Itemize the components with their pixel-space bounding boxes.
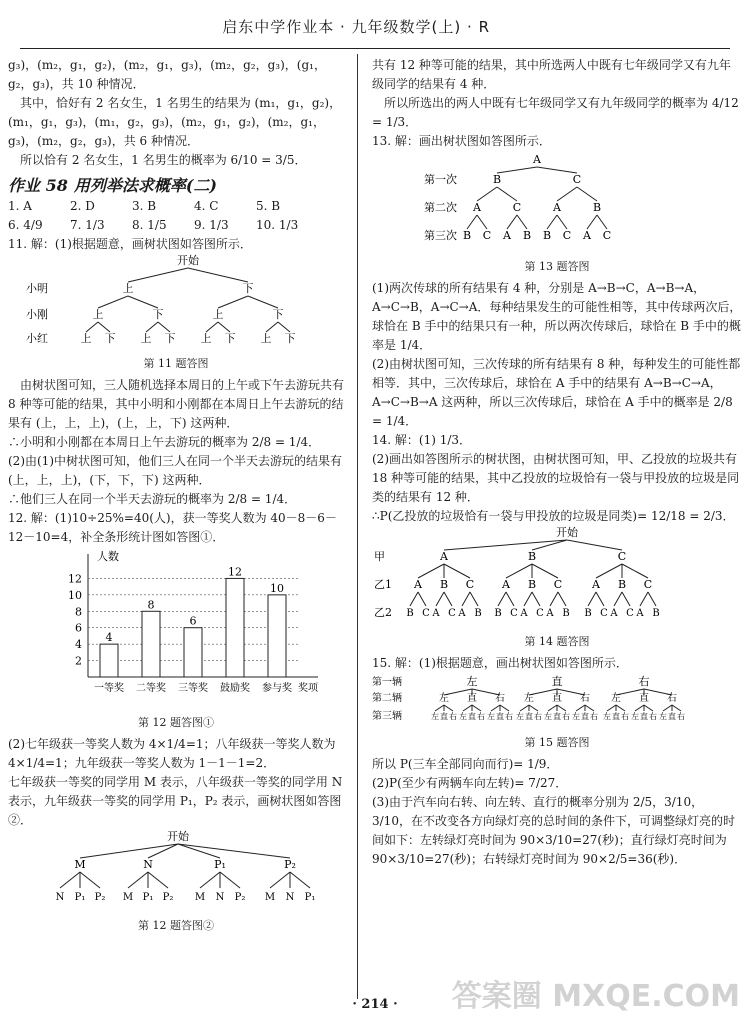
tree-node: 左 [516, 712, 524, 721]
tree-node: 左 [524, 693, 534, 704]
tree-node: 左 [487, 712, 495, 721]
tree-branch [557, 187, 577, 201]
tree-node: 右 [580, 693, 590, 704]
tree-node: C [602, 229, 612, 242]
tree-root-label: 开始 [167, 830, 189, 843]
tree-node: A [546, 608, 554, 619]
tree-row-label: 第一辆 [372, 677, 402, 688]
tree-node: 左 [572, 712, 580, 721]
caption-q12a: 第 12 题答图① [138, 716, 214, 729]
answer-6: 6. 4/9 [8, 218, 43, 232]
tree-node: B [584, 608, 592, 619]
tree-row-label: 甲 [374, 550, 385, 563]
tree-node: C [482, 229, 492, 242]
tree-node: 右 [649, 712, 657, 721]
tree-branch [517, 215, 527, 229]
tree-branch [470, 592, 478, 606]
right-top-2: 所以所选出的两人中既有七年级同学又有九年级同学的概率为 4/12 = 1/3． [372, 96, 739, 129]
bar-value-label: 8 [147, 598, 155, 612]
tree-node: 下 [284, 332, 296, 345]
q11-text-4: ∴他们三人在同一个半天去游玩的概率为 2/8 = 1/4． [8, 492, 297, 506]
q15-heading: 15. 解：(1)根据题意，画出树状图如答图所示． [372, 656, 628, 670]
tree-branch [444, 592, 452, 606]
section-heading [8, 176, 344, 195]
tree-node: 右 [621, 712, 629, 721]
answer-4: 4. C [194, 199, 219, 213]
y-tick-label: 6 [75, 621, 82, 635]
header-rule [20, 48, 730, 49]
tree-node: 直 [468, 712, 476, 721]
q13-text-1: (1)两次传球的所有结果有 4 种，分别是 A→B→C，A→B→A，A→C→B，A→C→A．每种结果发生的可能性相等，其中传球两次后，球恰在 B 手中的结果只有一种，所以两次传球后，球恰在 B 手中的概率是 1/4． [372, 281, 742, 352]
left-column [8, 56, 344, 938]
tree-node: 右 [477, 712, 485, 721]
bar-value-label: 10 [270, 581, 284, 595]
x-tick-label: 参与奖 [262, 683, 292, 694]
column-divider [357, 54, 358, 999]
tree-node: A [583, 229, 591, 242]
tree-node: 左 [459, 712, 467, 721]
tree-node: P₁ [304, 892, 316, 903]
tree-node: 上 [122, 282, 134, 295]
tree-node: C [510, 608, 518, 619]
tree-branch [148, 872, 168, 888]
tree-diagram-q14 [372, 526, 732, 624]
tree-node: P₁ [142, 892, 154, 903]
tree-branch [98, 296, 128, 308]
tree-node: B [562, 608, 570, 619]
tree-branch [500, 705, 509, 711]
q14-text-3: ∴P(乙投放的垃圾恰有一袋与甲投放的垃圾是同类)= 12/18 = 2/3． [372, 509, 735, 523]
tree-branch [577, 187, 597, 201]
intro-line-1: g₃)，(m₂，g₁，g₂)，(m₂，g₁，g₃)，(m₂，g₂，g₃)，(g₁，g₂，g₃)，共 10 种情况． [8, 58, 326, 91]
tree-row-label: 第三次 [424, 229, 457, 242]
tree-branch [270, 872, 290, 888]
tree-root-label: 开始 [177, 254, 199, 267]
tree-branch [146, 322, 158, 332]
tree-node: C [422, 608, 430, 619]
answer-5: 5. B [256, 199, 281, 213]
tree-branch [585, 705, 594, 711]
tree-node: 左 [659, 712, 667, 721]
tree-node: P₂ [94, 892, 106, 903]
q11-heading: 11. 解：(1)根据题意，画树状图如答图所示． [8, 237, 252, 251]
tree-row-label: 乙1 [374, 578, 392, 591]
tree-branch [128, 872, 148, 888]
page-number: · 214 · [352, 997, 398, 1012]
watermark-logo: 答案圈 MXQE.COM [451, 979, 740, 1014]
tree-node: B [522, 229, 532, 242]
header-title: 启东中学作业本 · 九年级数学(上) · R [222, 18, 490, 36]
bar [184, 628, 202, 677]
tree-node: B [527, 550, 537, 563]
tree-node: M [264, 892, 276, 903]
tree-node: 下 [104, 332, 116, 345]
intro-line-2: 其中，恰好有 2 名女生，1 名男生的结果为 (m₁，g₁，g₂)，(m₁，g₁，g₃)，(m₁，g₂，g₃)，(m₂，g₁，g₂)，(m₂，g₁，g₃)，(m₂，g₂，g₃)，共 6 种情况． [8, 96, 342, 148]
tree-branch [472, 705, 481, 711]
q14-text-1: 14. 解：(1) 1/3． [372, 433, 472, 447]
tree-branch [557, 705, 566, 711]
intro-line-3: 所以恰有 2 名女生，1 名男生的概率为 6/10 = 3/5． [20, 153, 307, 167]
tree-branch [436, 592, 444, 606]
tree-node: 右 [562, 712, 570, 721]
page-header [0, 14, 750, 38]
tree-node: 直 [525, 712, 533, 721]
tree-node: 下 [224, 332, 236, 345]
tree-branch [597, 215, 607, 229]
tree-node: 右 [590, 712, 598, 721]
tree-node: B [652, 608, 660, 619]
tree-branch [178, 844, 290, 858]
tree-node: M [194, 892, 206, 903]
tree-node: 直 [553, 712, 561, 721]
tree-node: B [592, 201, 602, 214]
tree-branch [462, 592, 470, 606]
tree-branch [418, 592, 426, 606]
tree-node: M [74, 858, 86, 871]
tree-branch [640, 592, 648, 606]
tree-node: C [562, 229, 572, 242]
tree-branch [444, 705, 453, 711]
tree-branch [218, 296, 248, 308]
tree-node: 直 [496, 712, 504, 721]
tree-branch [278, 322, 290, 332]
tree-row-label: 第三辆 [372, 711, 402, 722]
tree-branch [622, 592, 630, 606]
q13-heading: 13. 解：画出树状图如答图所示． [372, 134, 551, 148]
tree-branch [576, 705, 585, 711]
tree-node: C [536, 608, 544, 619]
x-tick-label: 鼓励奖 [220, 683, 250, 694]
tree-diagram-q15 [372, 673, 732, 725]
tree-node: A [610, 608, 618, 619]
tree-node: C [626, 608, 634, 619]
q15-text-1: 所以 P(三车全部同向而行)= 1/9． [372, 757, 559, 771]
tree-branch [672, 705, 681, 711]
tree-branch [444, 564, 470, 578]
tree-branch [506, 564, 532, 578]
answers-row-2 [8, 216, 344, 235]
tree-branch [596, 592, 604, 606]
q12-text-2: (2)七年级获一等奖人数为 4×1/4=1；八年级获一等奖人数为 4×1/4=1；九年级获一等奖人数为 1－1－1=2． [8, 737, 336, 770]
tree-branch [410, 592, 418, 606]
tree-branch [497, 167, 537, 173]
tree-branch [158, 322, 170, 332]
tree-diagram-q13 [372, 151, 732, 249]
tree-node: A [503, 229, 511, 242]
tree-node: 直 [640, 712, 648, 721]
tree-branch [220, 872, 240, 888]
tree-branch [86, 322, 98, 332]
tree-row-label: 乙2 [374, 606, 392, 619]
tree-branch [200, 872, 220, 888]
x-axis-label: 奖项 [298, 683, 318, 694]
tree-branch [435, 705, 444, 711]
tree-branch [290, 872, 310, 888]
tree-branch [418, 564, 444, 578]
tree-branch [178, 844, 220, 858]
tree-branch [506, 592, 514, 606]
tree-node: C [617, 550, 627, 563]
tree-node: 下 [164, 332, 176, 345]
tree-branch [507, 215, 517, 229]
tree-row-label: 第一次 [424, 173, 457, 186]
answer-7: 7. 1/3 [70, 218, 105, 232]
q11-text-2: ∴小明和小刚都在本周日上午去游玩的概率为 2/8 = 1/4． [8, 435, 321, 449]
right-top-1: 共有 12 种等可能的结果，其中所选两人中既有七年级同学又有九年级同学的结果有 4 种． [372, 58, 731, 91]
tree-row-label: 小明 [26, 282, 48, 295]
q15-text-2: (2)P(至少有两辆车向左转)= 7/27． [372, 776, 568, 790]
tree-branch [588, 592, 596, 606]
tree-node: N [143, 858, 153, 871]
tree-branch [537, 167, 577, 173]
tree-node: B [462, 229, 472, 242]
tree-node: 右 [638, 675, 650, 688]
tree-branch [206, 322, 218, 332]
tree-branch [622, 564, 648, 578]
right-column [372, 56, 742, 869]
tree-branch [529, 705, 538, 711]
y-tick-label: 2 [75, 654, 82, 668]
tree-node: 上 [200, 332, 212, 345]
tree-branch [648, 592, 656, 606]
tree-node: N [215, 892, 225, 903]
answers-row-1 [8, 197, 344, 216]
x-tick-label: 二等奖 [136, 683, 166, 694]
tree-branch [548, 705, 557, 711]
tree-branch [635, 705, 644, 711]
y-tick-label: 10 [68, 588, 82, 602]
tree-branch [98, 322, 110, 332]
tree-node: 左 [466, 675, 478, 688]
tree-branch [557, 215, 567, 229]
tree-node: N [55, 892, 65, 903]
tree-node: 上 [140, 332, 152, 345]
tree-node: C [448, 608, 456, 619]
tree-branch [128, 268, 188, 282]
tree-diagram-q11 [8, 254, 338, 346]
tree-diagram-q12 [8, 830, 338, 908]
tree-branch [477, 187, 497, 201]
tree-node: 直 [612, 712, 620, 721]
bar-chart-q12 [8, 547, 338, 705]
tree-node: B [617, 578, 627, 591]
y-tick-label: 4 [75, 638, 82, 652]
tree-node: 上 [92, 308, 104, 321]
tree-node: P₁ [214, 858, 226, 871]
tree-node: 直 [551, 675, 563, 688]
tree-node: 左 [603, 712, 611, 721]
y-tick-label: 12 [68, 572, 82, 586]
tree-branch [616, 705, 625, 711]
q14-text-2: (2)画出如答图所示的树状图，由树状图可知，甲、乙投放的垃圾共有 18 种等可能的结果，其中乙投放的垃圾恰有一袋与甲投放的垃圾是同类的结果有 12 种． [372, 452, 740, 504]
tree-node: 直 [668, 712, 676, 721]
tree-branch [498, 592, 506, 606]
q12-text-1: 12. 解：(1)10÷25%=40(人)，获一等奖人数为 40－8－6－12－10=4，补全条形统计图如答图①． [8, 511, 337, 544]
tree-node: A [533, 153, 541, 166]
bar-value-label: 6 [189, 614, 197, 628]
tree-node: 右 [495, 693, 505, 704]
tree-node: C [465, 578, 475, 591]
tree-node: B [542, 229, 552, 242]
tree-node: 直 [440, 712, 448, 721]
tree-row-label: 第二次 [424, 201, 457, 214]
caption-q14: 第 14 题答图 [524, 635, 590, 648]
tree-node: 右 [505, 712, 513, 721]
tree-node: A [520, 608, 528, 619]
tree-node: A [440, 550, 448, 563]
section-number: 作业 58 [8, 176, 68, 195]
tree-node: B [494, 608, 502, 619]
tree-node: 直 [552, 693, 562, 704]
q15-text-3: (3)由于汽车向右转、向左转、直行的概率分别为 2/5，3/10，3/10，在不改变各方向绿灯亮的总时间的条件下，可调整绿灯亮的时间如下：左转绿灯亮时间为 90×3/10=27(秒)；直行绿灯亮时间为 90×3/10=27(秒)；右转绿灯亮时间为 90×2/5=36(秒)． [372, 795, 735, 866]
bar-value-label: 12 [228, 565, 242, 579]
bar [226, 578, 244, 677]
answer-3: 3. B [132, 199, 157, 213]
tree-node: 上 [260, 332, 272, 345]
tree-node: 直 [581, 712, 589, 721]
tree-node: 左 [631, 712, 639, 721]
tree-node: B [492, 173, 502, 186]
tree-node: P₂ [284, 858, 296, 871]
tree-node: 直 [467, 693, 477, 704]
tree-branch [532, 592, 540, 606]
tree-branch [80, 872, 100, 888]
bar [100, 644, 118, 677]
tree-branch [587, 215, 597, 229]
tree-node: A [636, 608, 644, 619]
tree-branch [218, 322, 230, 332]
answer-1: 1. A [8, 199, 32, 213]
tree-node: P₂ [162, 892, 174, 903]
tree-branch [477, 215, 487, 229]
tree-branch [607, 705, 616, 711]
tree-row-label: 小刚 [26, 308, 48, 321]
tree-node: C [600, 608, 608, 619]
tree-row-label: 小红 [26, 332, 48, 345]
tree-node: A [414, 578, 422, 591]
answer-2: 2. D [70, 199, 95, 213]
tree-node: 左 [431, 712, 439, 721]
tree-node: N [285, 892, 295, 903]
tree-branch [128, 296, 158, 308]
tree-node: A [458, 608, 466, 619]
tree-node: C [643, 578, 653, 591]
tree-branch [596, 564, 622, 578]
tree-node: A [592, 578, 600, 591]
tree-node: A [473, 201, 481, 214]
tree-row-label: 第二辆 [372, 693, 402, 704]
tree-node: 右 [667, 693, 677, 704]
tree-node: P₁ [74, 892, 86, 903]
tree-node: 右 [449, 712, 457, 721]
x-tick-label: 一等奖 [94, 683, 124, 694]
tree-branch [520, 705, 529, 711]
q11-text-3: (2)由(1)中树状图可知，他们三人在同一个半天去游玩的结果有 (上，上，上)，(下，下，下) 这两种． [8, 454, 342, 487]
tree-branch [558, 592, 566, 606]
tree-branch [266, 322, 278, 332]
bar [142, 611, 160, 677]
tree-branch [497, 187, 517, 201]
tree-branch [644, 705, 653, 711]
bar-value-label: 4 [105, 631, 113, 645]
y-axis-label: 人数 [97, 550, 119, 563]
tree-node: M [122, 892, 134, 903]
tree-node: B [406, 608, 414, 619]
tree-branch [614, 592, 622, 606]
tree-branch [463, 705, 472, 711]
caption-q11: 第 11 题答图 [143, 357, 209, 370]
tree-node: C [572, 173, 582, 186]
tree-branch [524, 592, 532, 606]
tree-node: C [512, 201, 522, 214]
tree-branch [532, 564, 558, 578]
bar [268, 595, 286, 677]
tree-node: A [432, 608, 440, 619]
q13-text-2: (2)由树状图可知，三次传球的所有结果有 8 种，每种发生的可能性都相等．其中，三次传球后，球恰在 A 手中的结果有 A→B→C→A，A→C→B→A 这两种，所以三次传球后，球恰在 A 手中的概率是 2/8 = 1/4． [372, 357, 741, 428]
section-title: 用列举法求概率(二) [73, 176, 217, 195]
tree-branch [550, 592, 558, 606]
tree-node: A [553, 201, 561, 214]
q12-text-3: 七年级获一等奖的同学用 M 表示，八年级获一等奖的同学用 N 表示，九年级获一等奖的同学用 P₁，P₂ 表示，画树状图如答图②． [8, 775, 343, 827]
tree-root-label: 开始 [556, 526, 578, 539]
tree-branch [248, 296, 278, 308]
tree-node: 直 [639, 693, 649, 704]
tree-node: B [474, 608, 482, 619]
answer-10: 10. 1/3 [256, 218, 299, 232]
tree-node: B [527, 578, 537, 591]
tree-node: A [502, 578, 510, 591]
tree-branch [491, 705, 500, 711]
tree-node: 下 [152, 308, 164, 321]
answer-8: 8. 1/5 [132, 218, 167, 232]
tree-node: 下 [272, 308, 284, 321]
tree-node: 右 [534, 712, 542, 721]
tree-branch [567, 540, 622, 550]
tree-node: 右 [677, 712, 685, 721]
tree-node: 左 [544, 712, 552, 721]
answer-9: 9. 1/3 [194, 218, 229, 232]
x-tick-label: 三等奖 [178, 683, 208, 694]
tree-branch [467, 215, 477, 229]
tree-node: 左 [611, 693, 621, 704]
caption-q13: 第 13 题答图 [524, 260, 590, 273]
tree-node: P₂ [234, 892, 246, 903]
tree-node: C [553, 578, 563, 591]
tree-node: 上 [212, 308, 224, 321]
tree-node: 下 [242, 282, 254, 295]
tree-branch [663, 705, 672, 711]
caption-q12b: 第 12 题答图② [138, 919, 214, 932]
y-tick-label: 8 [75, 605, 82, 619]
tree-branch [547, 215, 557, 229]
tree-node: 左 [439, 693, 449, 704]
tree-branch [60, 872, 80, 888]
q11-text-1: 由树状图可知，三人随机选择本周日的上午或下午去游玩共有 8 种等可能的结果，其中小明和小刚都在本周日上午去游玩的结果有 (上，上，上)，(上，上，下) 这两种． [8, 378, 345, 430]
caption-q15: 第 15 题答图 [524, 736, 590, 749]
tree-node: B [439, 578, 449, 591]
tree-node: 上 [80, 332, 92, 345]
tree-branch [188, 268, 248, 282]
